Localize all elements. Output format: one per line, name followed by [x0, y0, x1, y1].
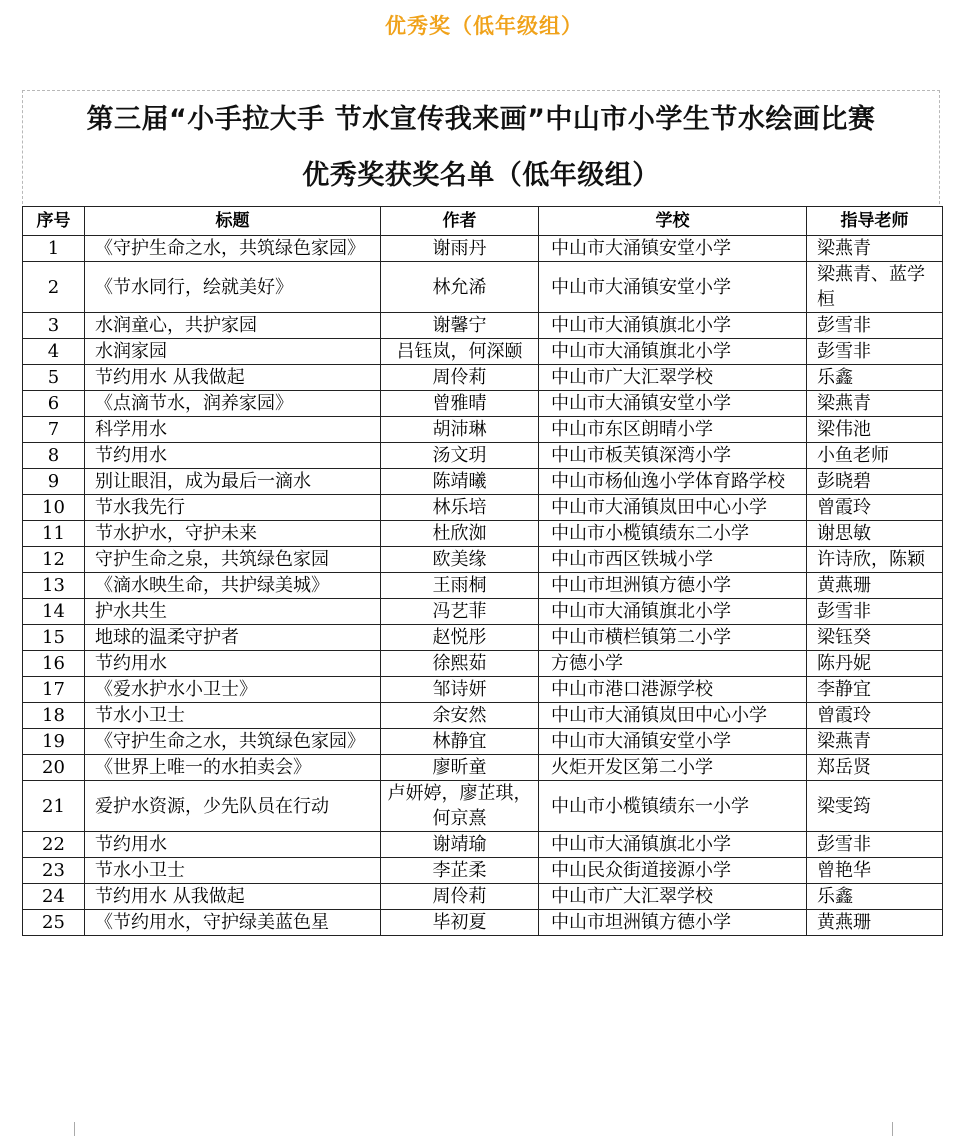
- cell-title: 节约用水: [85, 443, 381, 469]
- cell-index: 20: [23, 755, 85, 781]
- header-index: 序号: [23, 207, 85, 236]
- cell-author: 王雨桐: [381, 573, 539, 599]
- table-row: [23, 547, 943, 573]
- table-row: [23, 910, 943, 936]
- table-row: [23, 469, 943, 495]
- cell-author: 周伶莉: [381, 365, 539, 391]
- cell-title: 水润家园: [85, 339, 381, 365]
- cell-author: 毕初夏: [381, 910, 539, 936]
- cell-author: 吕钰岚，何深颐: [381, 339, 539, 365]
- cell-teacher: 谢思敏: [807, 521, 943, 547]
- cell-teacher: 曾艳华: [807, 858, 943, 884]
- cell-index: 23: [23, 858, 85, 884]
- cell-school: 中山市横栏镇第二小学: [539, 625, 807, 651]
- cell-index: 14: [23, 599, 85, 625]
- cell-index: 4: [23, 339, 85, 365]
- table-row: [23, 417, 943, 443]
- cell-title: 节约用水 从我做起: [85, 884, 381, 910]
- cell-index: 10: [23, 495, 85, 521]
- cell-author: 廖昕童: [381, 755, 539, 781]
- cell-author: 林允浠: [381, 262, 539, 313]
- cell-title: 《点滴节水，润养家园》: [85, 391, 381, 417]
- cell-index: 7: [23, 417, 85, 443]
- cell-school: 中山市小榄镇绩东一小学: [539, 781, 807, 832]
- cell-school: 中山市广大汇翠学校: [539, 365, 807, 391]
- cell-author: 曾雅晴: [381, 391, 539, 417]
- table-row: [23, 677, 943, 703]
- cell-teacher: 乐鑫: [807, 365, 943, 391]
- cell-title: 节约用水 从我做起: [85, 365, 381, 391]
- cell-school: 火炬开发区第二小学: [539, 755, 807, 781]
- cell-teacher: 乐鑫: [807, 884, 943, 910]
- cell-author: 周伶莉: [381, 884, 539, 910]
- cell-school: 中山市大涌镇岚田中心小学: [539, 495, 807, 521]
- table-header-row: [23, 207, 943, 236]
- table-row: [23, 625, 943, 651]
- cell-school: 中山市大涌镇旗北小学: [539, 339, 807, 365]
- cell-title: 别让眼泪，成为最后一滴水: [85, 469, 381, 495]
- cell-school: 中山市大涌镇安堂小学: [539, 262, 807, 313]
- cell-teacher: 彭晓碧: [807, 469, 943, 495]
- table-body: [23, 236, 943, 936]
- cell-author: 林乐培: [381, 495, 539, 521]
- cell-school: 中山市东区朗晴小学: [539, 417, 807, 443]
- cell-index: 19: [23, 729, 85, 755]
- cell-school: 中山市大涌镇旗北小学: [539, 832, 807, 858]
- table-row: [23, 339, 943, 365]
- cell-school: 方德小学: [539, 651, 807, 677]
- cell-school: 中山市大涌镇旗北小学: [539, 313, 807, 339]
- cell-teacher: 彭雪非: [807, 832, 943, 858]
- cell-school: 中山市大涌镇旗北小学: [539, 599, 807, 625]
- cell-author: 谢雨丹: [381, 236, 539, 262]
- table-row: [23, 703, 943, 729]
- cell-index: 17: [23, 677, 85, 703]
- table-row: [23, 236, 943, 262]
- cell-title: 《节约用水，守护绿美蓝色星: [85, 910, 381, 936]
- cell-school: 中山市大涌镇安堂小学: [539, 391, 807, 417]
- cell-teacher: 梁燕青: [807, 391, 943, 417]
- cell-author: 谢靖瑜: [381, 832, 539, 858]
- cell-author: 陈靖曦: [381, 469, 539, 495]
- cell-school: 中山民众街道接源小学: [539, 858, 807, 884]
- document-title: 第三届“小手拉大手 节水宣传我来画”中山市小学生节水绘画比赛: [86, 104, 876, 135]
- header-teacher: 指导老师: [807, 207, 943, 236]
- cell-index: 8: [23, 443, 85, 469]
- cell-teacher: 梁燕青: [807, 236, 943, 262]
- cell-teacher: 黄燕珊: [807, 910, 943, 936]
- cell-title: 《爱水护水小卫士》: [85, 677, 381, 703]
- award-table: [22, 206, 943, 936]
- table-row: [23, 313, 943, 339]
- cell-author: 胡沛琳: [381, 417, 539, 443]
- cell-teacher: 梁燕青: [807, 729, 943, 755]
- section-banner: 优秀奖（低年级组）: [385, 14, 583, 38]
- cell-school: 中山市大涌镇岚田中心小学: [539, 703, 807, 729]
- cell-title: 节约用水: [85, 832, 381, 858]
- cell-title: 节水小卫士: [85, 703, 381, 729]
- cell-author: 谢馨宁: [381, 313, 539, 339]
- cell-index: 15: [23, 625, 85, 651]
- page-corner-mark: [892, 1122, 923, 1136]
- cell-title: 节约用水: [85, 651, 381, 677]
- table-row: [23, 729, 943, 755]
- cell-teacher: 梁燕青、蓝学桓: [807, 262, 943, 313]
- cell-index: 21: [23, 781, 85, 832]
- cell-index: 1: [23, 236, 85, 262]
- cell-school: 中山市大涌镇安堂小学: [539, 236, 807, 262]
- cell-author: 林静宜: [381, 729, 539, 755]
- cell-author: 杜欣洳: [381, 521, 539, 547]
- cell-author: 赵悦彤: [381, 625, 539, 651]
- cell-school: 中山市港口港源学校: [539, 677, 807, 703]
- cell-index: 18: [23, 703, 85, 729]
- cell-title: 《滴水映生命，共护绿美城》: [85, 573, 381, 599]
- table-row: [23, 755, 943, 781]
- cell-author: 邹诗妍: [381, 677, 539, 703]
- table-row: [23, 391, 943, 417]
- cell-teacher: 小鱼老师: [807, 443, 943, 469]
- cell-title: 水润童心，共护家园: [85, 313, 381, 339]
- cell-title: 爱护水资源，少先队员在行动: [85, 781, 381, 832]
- cell-teacher: 梁伟池: [807, 417, 943, 443]
- table-row: [23, 781, 943, 832]
- cell-teacher: 梁雯筠: [807, 781, 943, 832]
- table-row: [23, 495, 943, 521]
- cell-title: 护水共生: [85, 599, 381, 625]
- cell-teacher: 曾霞玲: [807, 703, 943, 729]
- cell-index: 12: [23, 547, 85, 573]
- cell-index: 3: [23, 313, 85, 339]
- cell-index: 13: [23, 573, 85, 599]
- cell-author: 余安然: [381, 703, 539, 729]
- cell-index: 22: [23, 832, 85, 858]
- cell-title: 节水护水，守护未来: [85, 521, 381, 547]
- cell-author: 汤文玥: [381, 443, 539, 469]
- cell-author: 李芷柔: [381, 858, 539, 884]
- cell-index: 16: [23, 651, 85, 677]
- table-row: [23, 858, 943, 884]
- header-title: 标题: [85, 207, 381, 236]
- cell-school: 中山市大涌镇安堂小学: [539, 729, 807, 755]
- table-row: [23, 443, 943, 469]
- cell-teacher: 陈丹妮: [807, 651, 943, 677]
- cell-title: 科学用水: [85, 417, 381, 443]
- cell-teacher: 彭雪非: [807, 339, 943, 365]
- cell-index: 9: [23, 469, 85, 495]
- cell-title: 守护生命之泉，共筑绿色家园: [85, 547, 381, 573]
- cell-teacher: 曾霞玲: [807, 495, 943, 521]
- cell-author: 卢妍婷，廖芷琪，何京熹: [381, 781, 539, 832]
- cell-index: 11: [23, 521, 85, 547]
- cell-school: 中山市西区铁城小学: [539, 547, 807, 573]
- cell-school: 中山市坦洲镇方德小学: [539, 910, 807, 936]
- cell-school: 中山市小榄镇绩东二小学: [539, 521, 807, 547]
- cell-teacher: 黄燕珊: [807, 573, 943, 599]
- table-row: [23, 832, 943, 858]
- cell-author: 欧美缘: [381, 547, 539, 573]
- cell-school: 中山市板芙镇深湾小学: [539, 443, 807, 469]
- cell-index: 25: [23, 910, 85, 936]
- document-title-box: [22, 90, 940, 204]
- cell-title: 节水我先行: [85, 495, 381, 521]
- table-row: [23, 573, 943, 599]
- document-subtitle: 优秀奖获奖名单（低年级组）: [302, 160, 660, 191]
- table-row: [23, 262, 943, 313]
- header-author: 作者: [381, 207, 539, 236]
- cell-school: 中山市杨仙逸小学体育路学校: [539, 469, 807, 495]
- cell-author: 冯艺菲: [381, 599, 539, 625]
- cell-school: 中山市坦洲镇方德小学: [539, 573, 807, 599]
- cell-title: 地球的温柔守护者: [85, 625, 381, 651]
- cell-teacher: 梁钰癸: [807, 625, 943, 651]
- table-row: [23, 521, 943, 547]
- header-school: 学校: [539, 207, 807, 236]
- cell-teacher: 许诗欣，陈颖: [807, 547, 943, 573]
- cell-author: 徐熙茹: [381, 651, 539, 677]
- cell-index: 5: [23, 365, 85, 391]
- cell-index: 6: [23, 391, 85, 417]
- cell-title: 节水小卫士: [85, 858, 381, 884]
- cell-teacher: 李静宜: [807, 677, 943, 703]
- cell-teacher: 彭雪非: [807, 313, 943, 339]
- cell-teacher: 郑岳贤: [807, 755, 943, 781]
- cell-title: 《世界上唯一的水拍卖会》: [85, 755, 381, 781]
- cell-title: 《守护生命之水，共筑绿色家园》: [85, 236, 381, 262]
- table-row: [23, 365, 943, 391]
- cell-teacher: 彭雪非: [807, 599, 943, 625]
- cell-index: 24: [23, 884, 85, 910]
- cell-school: 中山市广大汇翠学校: [539, 884, 807, 910]
- table-row: [23, 651, 943, 677]
- page-corner-mark: [44, 1122, 75, 1136]
- cell-title: 《守护生命之水，共筑绿色家园》: [85, 729, 381, 755]
- table-row: [23, 599, 943, 625]
- cell-title: 《节水同行，绘就美好》: [85, 262, 381, 313]
- cell-index: 2: [23, 262, 85, 313]
- table-row: [23, 884, 943, 910]
